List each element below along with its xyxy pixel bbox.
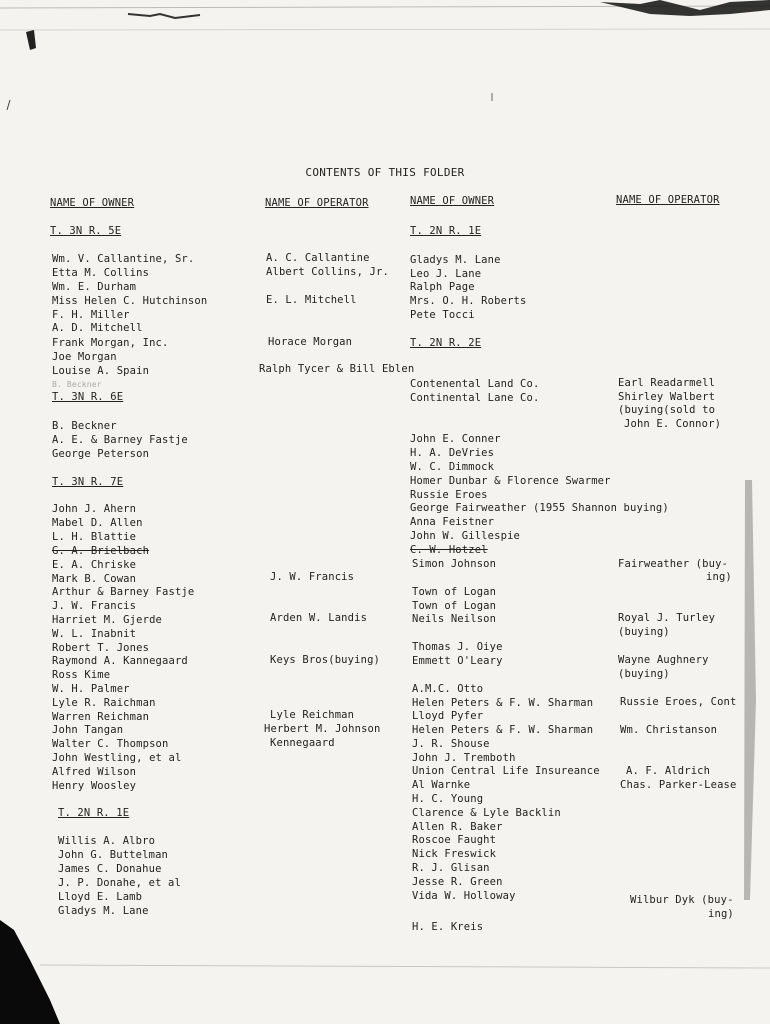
- owner-entry: Wm. V. Callantine, Sr.: [52, 253, 195, 265]
- owner-entry: Arthur & Barney Fastje: [52, 586, 195, 598]
- owner-entry: B. Beckner: [52, 420, 117, 432]
- owner-entry: Roscoe Faught: [412, 834, 497, 846]
- owner-entry: Warren Reichman: [52, 711, 150, 723]
- owner-entry: Continental Lane Co.: [410, 392, 540, 404]
- owner-entry: W. H. Palmer: [52, 683, 130, 695]
- owner-entry: Raymond A. Kannegaard: [52, 655, 188, 667]
- township-heading: T. 3N R. 5E: [50, 225, 122, 237]
- owner-entry: Mark B. Cowan: [52, 573, 137, 585]
- owner-entry: E. A. Chriske: [52, 559, 137, 571]
- owner-entry: Town of Logan: [412, 600, 497, 612]
- owner-entry: Jesse R. Green: [412, 876, 503, 888]
- header-owner-right: NAME OF OWNER: [410, 195, 495, 207]
- owner-entry: H. A. DeVries: [410, 447, 495, 459]
- owner-entry: Gladys M. Lane: [410, 254, 501, 266]
- owner-entry: Clarence & Lyle Backlin: [412, 807, 561, 819]
- owner-entry: Nick Freswick: [412, 848, 497, 860]
- owner-entry: A. D. Mitchell: [52, 322, 143, 334]
- owner-entry: Lloyd E. Lamb: [58, 891, 143, 903]
- owner-entry: Miss Helen C. Hutchinson: [52, 295, 208, 307]
- owner-entry: A. E. & Barney Fastje: [52, 434, 188, 446]
- owner-entry: L. H. Blattie: [52, 531, 137, 543]
- operator-entry: A. C. Callantine: [266, 252, 370, 264]
- operator-entry: Wm. Christanson: [620, 724, 718, 736]
- owner-entry: Gladys M. Lane: [58, 905, 149, 917]
- owner-entry: H. E. Kreis: [412, 921, 484, 933]
- owner-entry: Thomas J. Oiye: [412, 641, 503, 653]
- owner-entry: Robert T. Jones: [52, 642, 150, 654]
- owner-entry: Frank Morgan, Inc.: [52, 337, 169, 349]
- operator-entry: John E. Connor): [624, 418, 722, 430]
- owner-entry: Simon Johnson: [412, 558, 497, 570]
- owner-entry: J. P. Donahe, et al: [58, 877, 181, 889]
- owner-entry: George Peterson: [52, 448, 150, 460]
- owner-entry: W. L. Inabnit: [52, 628, 137, 640]
- owner-entry-struck: C. W. Hotzel: [410, 544, 488, 556]
- owner-entry: Al Warnke: [412, 779, 471, 791]
- operator-entry: Wilbur Dyk (buy-: [630, 894, 734, 906]
- operator-entry: Wayne Aughnery: [618, 654, 709, 666]
- header-operator-left: NAME OF OPERATOR: [265, 197, 369, 209]
- owner-entry: John E. Conner: [410, 433, 501, 445]
- owner-entry: John Westling, et al: [52, 752, 182, 764]
- owner-entry: Mabel D. Allen: [52, 517, 143, 529]
- owner-entry: John J. Tremboth: [412, 752, 516, 764]
- owner-entry: H. C. Young: [412, 793, 484, 805]
- owner-entry: George Fairweather (1955 Shannon buying): [410, 502, 669, 514]
- owner-entry: John J. Ahern: [52, 503, 137, 515]
- operator-entry: E. L. Mitchell: [266, 294, 357, 306]
- operator-entry: Fairweather (buy-: [618, 558, 729, 570]
- owner-entry: Union Central Life Insureance: [412, 765, 600, 777]
- owner-entry: Willis A. Albro: [58, 835, 156, 847]
- operator-entry: (buying(sold to: [618, 404, 716, 416]
- owner-entry: W. C. Dimmock: [410, 461, 495, 473]
- owner-entry: Ralph Page: [410, 281, 475, 293]
- owner-entry: John W. Gillespie: [410, 530, 521, 542]
- owner-entry: Leo J. Lane: [410, 268, 482, 280]
- owner-entry: Lyle R. Raichman: [52, 697, 156, 709]
- owner-entry: Allen R. Baker: [412, 821, 503, 833]
- owner-entry: Helen Peters & F. W. Sharman: [412, 724, 594, 736]
- operator-entry: Herbert M. Johnson: [264, 723, 381, 735]
- operator-entry: Chas. Parker-Lease: [620, 779, 737, 791]
- owner-entry: Lloyd Pyfer: [412, 710, 484, 722]
- owner-entry: Wm. E. Durham: [52, 281, 137, 293]
- owner-entry: Contenental Land Co.: [410, 378, 540, 390]
- operator-entry: Earl Readarmell: [618, 377, 716, 389]
- owner-entry: Alfred Wilson: [52, 766, 137, 778]
- operator-entry: A. F. Aldrich: [626, 765, 711, 777]
- operator-entry: Arden W. Landis: [270, 612, 368, 624]
- owner-entry: Louise A. Spain: [52, 365, 150, 377]
- owner-entry: J. W. Francis: [52, 600, 137, 612]
- owner-entry: J. R. Shouse: [412, 738, 490, 750]
- operator-entry: ing): [708, 908, 734, 920]
- owner-entry: Etta M. Collins: [52, 267, 150, 279]
- owner-entry: John Tangan: [52, 724, 124, 736]
- operator-entry: Shirley Walbert: [618, 391, 716, 403]
- page-title: CONTENTS OF THIS FOLDER: [305, 166, 465, 179]
- owner-entry: Homer Dunbar & Florence Swarmer: [410, 475, 611, 487]
- owner-entry: Ross Kime: [52, 669, 111, 681]
- owner-entry: Mrs. O. H. Roberts: [410, 295, 527, 307]
- operator-entry: Royal J. Turley: [618, 612, 716, 624]
- owner-entry: Harriet M. Gjerde: [52, 614, 163, 626]
- operator-entry: ing): [706, 571, 732, 583]
- owner-entry: Henry Woosley: [52, 780, 137, 792]
- owner-entry: R. J. Glisan: [412, 862, 490, 874]
- owner-entry: Anna Feistner: [410, 516, 495, 528]
- operator-entry: Lyle Reichman: [270, 709, 355, 721]
- header-operator-right: NAME OF OPERATOR: [616, 194, 720, 206]
- operator-entry: Horace Morgan: [268, 336, 353, 348]
- operator-entry: (buying): [618, 626, 670, 638]
- township-heading: T. 2N R. 1E: [410, 225, 482, 237]
- operator-entry: Albert Collins, Jr.: [266, 266, 389, 278]
- owner-entry: A.M.C. Otto: [412, 683, 484, 695]
- owner-entry: F. H. Miller: [52, 309, 130, 321]
- operator-entry: (buying): [618, 668, 670, 680]
- owner-entry: Russie Eroes: [410, 489, 488, 501]
- owner-entry: Town of Logan: [412, 586, 497, 598]
- township-heading: T. 3N R. 7E: [52, 476, 124, 488]
- owner-entry: Joe Morgan: [52, 351, 117, 363]
- owner-entry: Emmett O'Leary: [412, 655, 503, 667]
- owner-entry-faded: B. Beckner: [52, 380, 102, 389]
- township-heading: T. 2N R. 1E: [58, 807, 130, 819]
- township-heading: T. 3N R. 6E: [52, 391, 124, 403]
- operator-entry: Russie Eroes, Cont: [620, 696, 737, 708]
- operator-entry: Kennegaard: [270, 737, 335, 749]
- operator-entry: Keys Bros(buying): [270, 654, 381, 666]
- owner-entry: Walter C. Thompson: [52, 738, 169, 750]
- owner-entry: Pete Tocci: [410, 309, 475, 321]
- header-owner-left: NAME OF OWNER: [50, 197, 135, 209]
- owner-entry: James C. Donahue: [58, 863, 162, 875]
- owner-entry: Vida W. Holloway: [412, 890, 516, 902]
- owner-entry: Helen Peters & F. W. Sharman: [412, 697, 594, 709]
- operator-entry: Ralph Tycer & Bill Eblen: [259, 363, 415, 375]
- operator-entry: J. W. Francis: [270, 571, 355, 583]
- owner-entry-struck: G. A. Brielbach: [52, 545, 150, 557]
- owner-entry: Neils Neilson: [412, 613, 497, 625]
- owner-entry: John G. Buttelman: [58, 849, 169, 861]
- township-heading: T. 2N R. 2E: [410, 337, 482, 349]
